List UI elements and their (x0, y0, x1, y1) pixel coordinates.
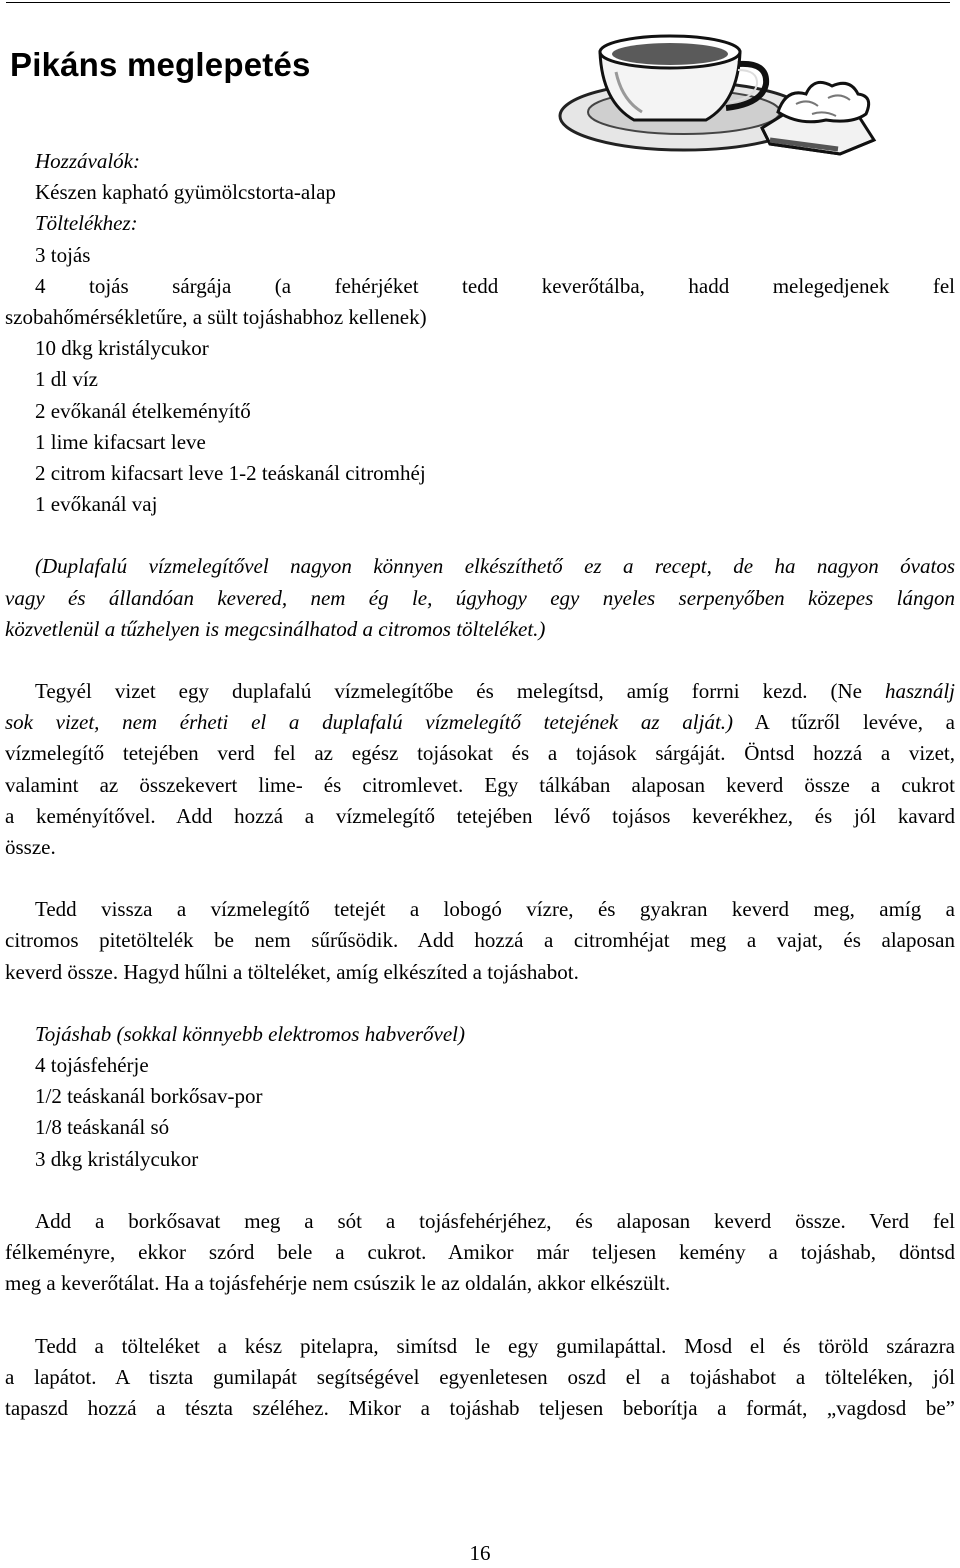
preparation-note (5, 551, 955, 645)
meringue-item: 1/2 teáskanál borkősav-por (35, 1084, 263, 1109)
step1-line: a keményítővel. Add hozzá a vízmelegítő tetejében lévő tojásos keverékhez, és jól kavard (5, 803, 955, 828)
step4-line: tapaszd hozzá a tészta széléhez. Mikor a tojáshab teljesen beborítja a formát, „vagdosd be” (5, 1395, 955, 1420)
step3-line: félkeményre, ekkor szórd bele a cukrot. Amikor már teljesen kemény a tojáshab, döntsd (5, 1240, 955, 1265)
recipe-title: Pikáns meglepetés (10, 46, 311, 83)
ingredient-item: szobahőmérsékletűre, a sült tojáshabhoz kellenek) (5, 305, 427, 330)
top-rule (6, 2, 950, 3)
ingredient-item: 10 dkg kristálycukor (35, 336, 209, 361)
step1-italic-word: használj (884, 679, 955, 704)
step1-line (5, 676, 955, 707)
meringue-item: 3 dkg kristálycukor (35, 1146, 199, 1171)
ingredient-item: 3 tojás (35, 242, 91, 267)
ingredient-base: Készen kapható gyümölcstorta-alap (35, 180, 336, 205)
step3-line: Add a borkősavat meg a sót a tojásfehérjéhez, és alaposan keverd össze. Verd fel (35, 1208, 955, 1233)
step1-line: vízmelegítő tetejében verd fel az egész tojásokat és a tojások sárgáját. Öntsd hozzá a vizet, (5, 741, 955, 766)
ingredients-heading: Hozzávalók: (35, 149, 140, 173)
meringue-item: 4 tojásfehérje (35, 1053, 149, 1078)
ingredient-item: 2 evőkanál ételkeményítő (35, 398, 251, 423)
meringue-item: 1/8 teáskanál só (35, 1115, 170, 1140)
ingredient-item: 1 lime kifacsart leve (35, 429, 206, 454)
step1-tail: A tűzről levéve, a (733, 710, 956, 735)
ingredient-item: 1 evőkanál vaj (35, 492, 158, 517)
step-paragraph-2 (5, 894, 955, 988)
note-line: (Duplafalú vízmelegítővel nagyon könnyen elkészíthető ez a recept, de ha nagyon óvatos (35, 554, 955, 579)
step4-line: a lapátot. A tiszta gumilapát segítségével egyenletesen oszd el a tojáshabot a tölteléken, jól (5, 1364, 955, 1389)
meringue-heading: Tojáshab (sokkal könnyebb elektromos habverővel) (35, 1021, 466, 1046)
filling-heading: Töltelékhez: (35, 211, 138, 236)
step1-italic-note: sok vizet, nem érheti el a duplafalú vízmelegítő tetejének az alját.) (5, 710, 734, 735)
note-line: közvetlenül a tűzhelyen is megcsinálhatod a citromos tölteléket.) (5, 616, 546, 641)
step4-line: Tedd a tölteléket a kész pitelapra, simítsd le egy gumilapáttal. Mosd el és töröld szárazra (35, 1333, 955, 1358)
step-paragraph-1 (5, 676, 955, 863)
step1-text: Tegyél vizet egy duplafalú vízmelegítőbe és melegítsd, amíg forrni kezd. (35, 679, 808, 704)
step2-line: citromos pitetöltelék be nem sűrűsödik. Add hozzá a citromhéjat meg a vajat, és alaposan (5, 928, 955, 953)
meringue-ingredients (5, 1019, 955, 1175)
ingredient-item: 1 dl víz (35, 367, 98, 392)
step1-line: össze. (5, 835, 56, 860)
ingredient-item: 4 tojás sárgája (a fehérjéket tedd keverőtálba, hadd melegedjenek fel (35, 273, 955, 298)
step3-line: meg a keverőtálat. Ha a tojásfehérje nem csúszik le az oldalán, akkor elkészült. (5, 1271, 671, 1296)
ingredient-item: 2 citrom kifacsart leve 1-2 teáskanál citromhéj (35, 461, 426, 486)
page-number: 16 (469, 1541, 491, 1565)
step1-line (5, 707, 955, 738)
step1-line: valamint az összekevert lime- és citromlevet. Egy tálkában alaposan keverd össze a cukrot (5, 772, 955, 797)
step1-note-start: (Ne (830, 679, 885, 704)
note-line: vagy és állandóan kevered, nem ég le, úgyhogy egy nyeles serpenyőben közepes lángon (5, 585, 955, 610)
step2-line: keverd össze. Hagyd hűlni a tölteléket, amíg elkészíted a tojáshabot. (5, 959, 579, 984)
recipe-body (5, 146, 955, 1424)
step-paragraph-4 (5, 1331, 955, 1425)
step-paragraph-3 (5, 1206, 955, 1300)
step2-line: Tedd vissza a vízmelegítő tetejét a lobogó vízre, és gyakran keverd meg, amíg a (35, 897, 955, 922)
